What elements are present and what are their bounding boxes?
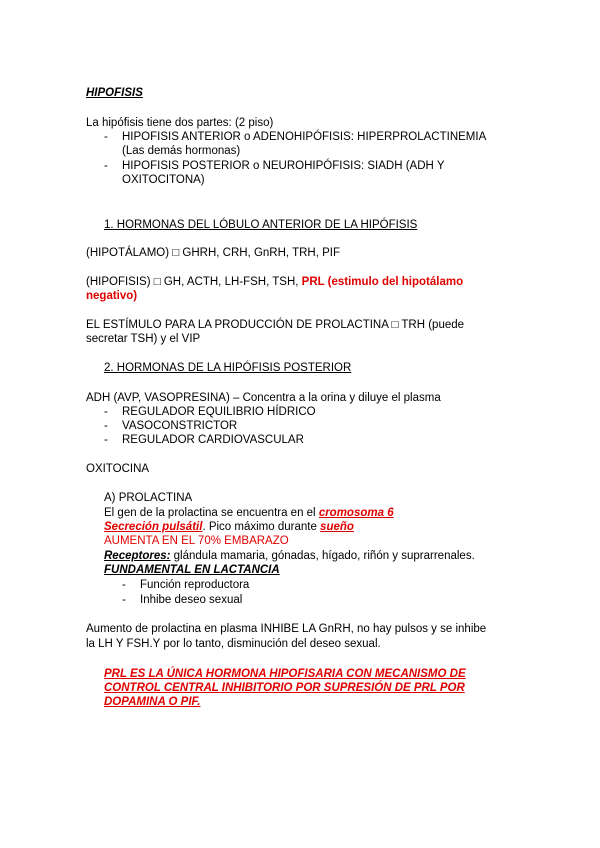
conclusion-line2: la LH Y FSH.Y por lo tanto, disminución del deseo sexual. [86,638,381,650]
stimulus-line1: EL ESTÍMULO PARA LA PRODUCCIÓN DE PROLACTINA □ TRH (puede [86,319,465,331]
receptors-text: glándula mamaria, gónadas, hígado, riñón y suprarrenales. [170,550,475,562]
intro-text: La hipófisis tiene dos partes: (2 piso) [86,117,274,129]
receptors-line [104,549,534,563]
page-title: HIPOFISIS [86,87,143,99]
adh-item: REGULADOR EQUILIBRIO HÍDRICO [122,406,316,418]
lactation-line: FUNDAMENTAL EN LACTANCIA [104,564,280,576]
adh-item: REGULADOR CARDIOVASCULAR [122,434,304,446]
prl-highlight: PRL (estimulo del hipotálamo [301,276,464,288]
pregnancy-line: AUMENTA EN EL 70% EMBARAZO [104,535,289,547]
adh-item: VASOCONSTRICTOR [122,420,238,432]
part-anterior-line2: (Las demás hormonas) [122,145,241,157]
pulsatile-highlight: Secreción pulsátil [104,521,203,533]
highlight-line1: PRL ES LA ÚNICA HORMONA HIPOFISARIA CON MECANISMO DE [104,668,466,680]
highlight-line3: DOPAMINA O PIF. [104,696,201,708]
prl-highlight-line2: negativo) [86,290,138,302]
gene-prefix: El gen de la prolactina se encuentra en el [104,507,319,519]
adh-line: ADH (AVP, VASOPRESINA) – Concentra a la orina y diluye el plasma [86,392,441,404]
conclusion-line1: Aumento de prolactina en plasma INHIBE LA GnRH, no hay pulsos y se inhibe [86,623,487,635]
prolactina-heading: A) PROLACTINA [104,492,193,504]
section2-heading: 2. HORMONAS DE LA HIPÓFISIS POSTERIOR [104,362,352,374]
pituitary-prefix: (HIPOFISIS) □ GH, ACTH, LH-FSH, TSH, [86,276,302,288]
sleep-highlight: sueño [320,521,354,533]
secretion-text: . Pico máximo durante [202,521,321,533]
part-anterior-line1: HIPOFISIS ANTERIOR o ADENOHIPÓFISIS: HIPERPROLACTINEMIA [122,131,487,143]
secretion-line [104,520,534,534]
prolactin-function: Función reproductora [140,579,250,591]
stimulus-line2: secretar TSH) y el VIP [86,333,201,345]
oxitocina-line: OXITOCINA [86,463,150,475]
chromosome-highlight: cromosoma 6 [318,507,394,519]
part-posterior-line1: HIPOFISIS POSTERIOR o NEUROHIPÓFISIS: SIADH (ADH Y [122,160,445,172]
gene-line [104,506,534,520]
prolactin-function: Inhibe deseo sexual [140,594,243,606]
receptors-label: Receptores: [104,550,171,562]
part-posterior-line2: OXITOCITONA) [122,174,205,186]
section1-heading: 1. HORMONAS DEL LÓBULO ANTERIOR DE LA HIPÓFISIS [104,219,418,231]
hypothalamus-line: (HIPOTÁLAMO) □ GHRH, CRH, GnRH, TRH, PIF [86,247,340,259]
highlight-line2: CONTROL CENTRAL INHIBITORIO POR SUPRESIÓN DE PRL POR [104,682,465,694]
pituitary-line [86,275,516,289]
